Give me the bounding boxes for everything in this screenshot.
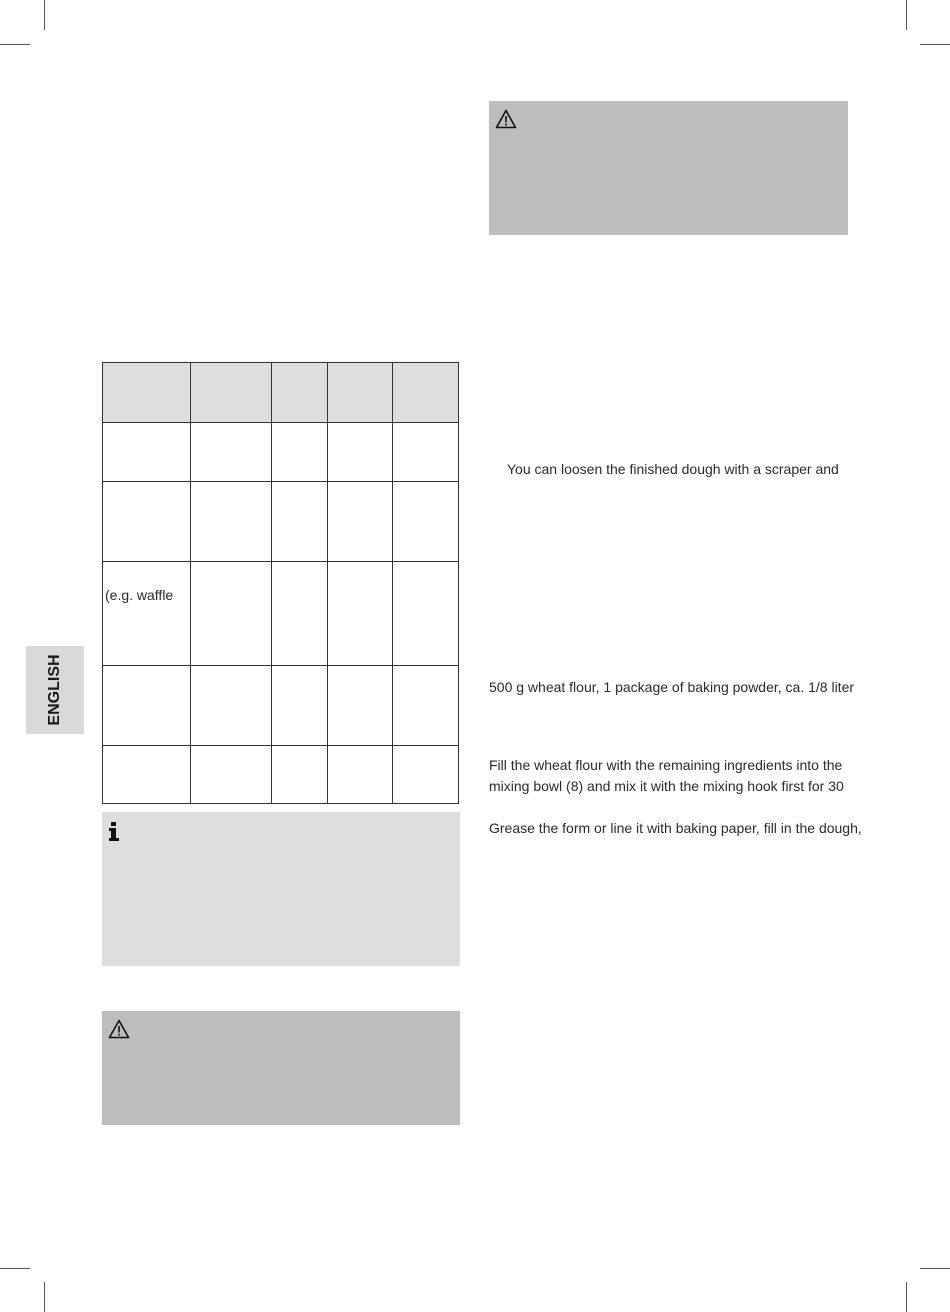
crop-mark [0,44,30,45]
crop-mark [920,1268,950,1269]
warning-box [489,101,848,235]
language-label: ENGLISH [46,654,63,726]
info-note-box [102,812,460,966]
tip-text: You can loosen the finished dough with a scraper and [507,461,839,477]
step-text-grease: Grease the form or line it with baking paper, fill in the dough, [489,820,862,836]
crop-mark [920,44,950,45]
ingredients-text: 500 g wheat flour, 1 package of baking powder, ca. 1/8 liter [489,679,855,695]
language-tab [26,646,84,734]
crop-mark [44,1282,45,1312]
info-icon [108,822,120,842]
table-cell-note: (e.g. waffle [105,587,174,603]
crop-mark [0,1268,30,1269]
data-table [102,362,459,804]
warning-triangle-icon [495,109,517,129]
crop-mark [906,1282,907,1312]
step-text-line-1: Fill the wheat flour with the remaining ingredients into the [489,757,843,773]
crop-mark [906,0,907,30]
warning-triangle-icon [108,1019,130,1039]
step-text-line-2: mixing bowl (8) and mix it with the mixing hook first for 30 [489,778,844,794]
table-header [103,363,458,423]
crop-mark [44,0,45,30]
warning-box [102,1011,460,1125]
